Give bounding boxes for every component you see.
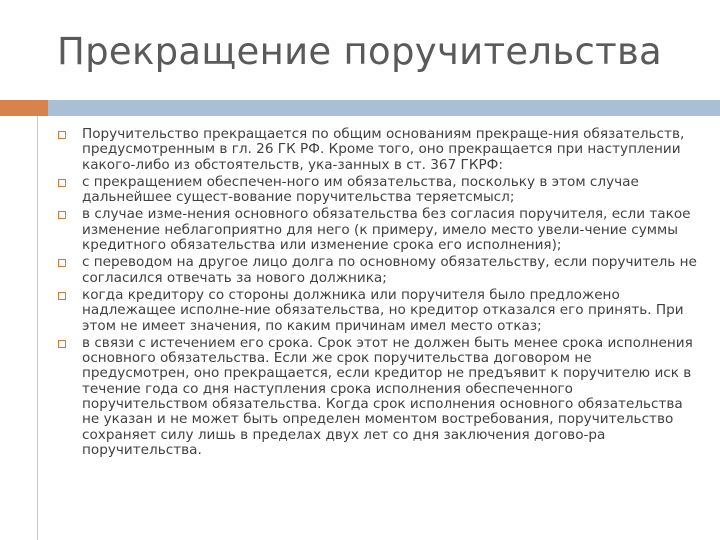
list-item-text: в случае изме-нения основного обязательства без согласия поручителя, если такое изменение неблагоприятно для него (к примеру, имело место увели-чение суммы кредитного обязательства или изменение срока его исполнения); [82,206,691,254]
square-bullet-icon [58,292,66,300]
square-bullet-icon [58,211,66,219]
list-item [57,336,697,458]
list-item [57,175,697,206]
bullet-list [57,127,697,460]
square-bullet-icon [58,259,66,267]
list-item-text: с прекращением обеспечен-ного им обязательства, поскольку в этом случае дальнейшее сущест-вование поручительства теряетсмысл; [82,173,639,206]
slide-title: Прекращение поручительства [57,30,663,73]
list-item-text: когда кредитору со стороны должника или поручителя было предложено надлежащее исполне-ние обязательства, но кредитор отказался его принять. При этом не имеет значения, по каким причинам имел место отказ; [82,286,684,334]
title-accent-bar [0,100,48,116]
left-rule [37,116,38,540]
list-item-text: с переводом на другое лицо долга по основному обязательству, если поручитель не согласился отвечать за нового должника; [82,254,697,286]
list-item [57,127,697,173]
square-bullet-icon [58,340,66,348]
square-bullet-icon [58,131,66,139]
list-item-text: Поручительство прекращается по общим основаниям прекраще-ния обязательств, предусмотренным в гл. 26 ГК РФ. Кроме того, оно прекращается при наступлении какого-либо из обстоятельств, ука-занных в ст. 367 ГКРФ: [82,126,685,173]
list-item [57,207,697,253]
list-item-text: в связи с истечением его срока. Срок этот не должен быть менее срока исполнения основного обязательства. Если же срок поручительства договором не предусмотрен, оно прекращается, если кредитор не предъявит к поручителю иск в течение года со дня наступления срока исполнения обеспеченного поручительством обязательства. Когда срок исполнения основного обязательства не указан и не может быть определен моментом востребования, поручительство сохраняет силу лишь в пределах двух лет со дня заключения догово-ра поручительства. [82,334,693,458]
title-divider-band [48,100,720,116]
square-bullet-icon [58,179,66,187]
list-item [57,288,697,334]
list-item [57,255,697,286]
